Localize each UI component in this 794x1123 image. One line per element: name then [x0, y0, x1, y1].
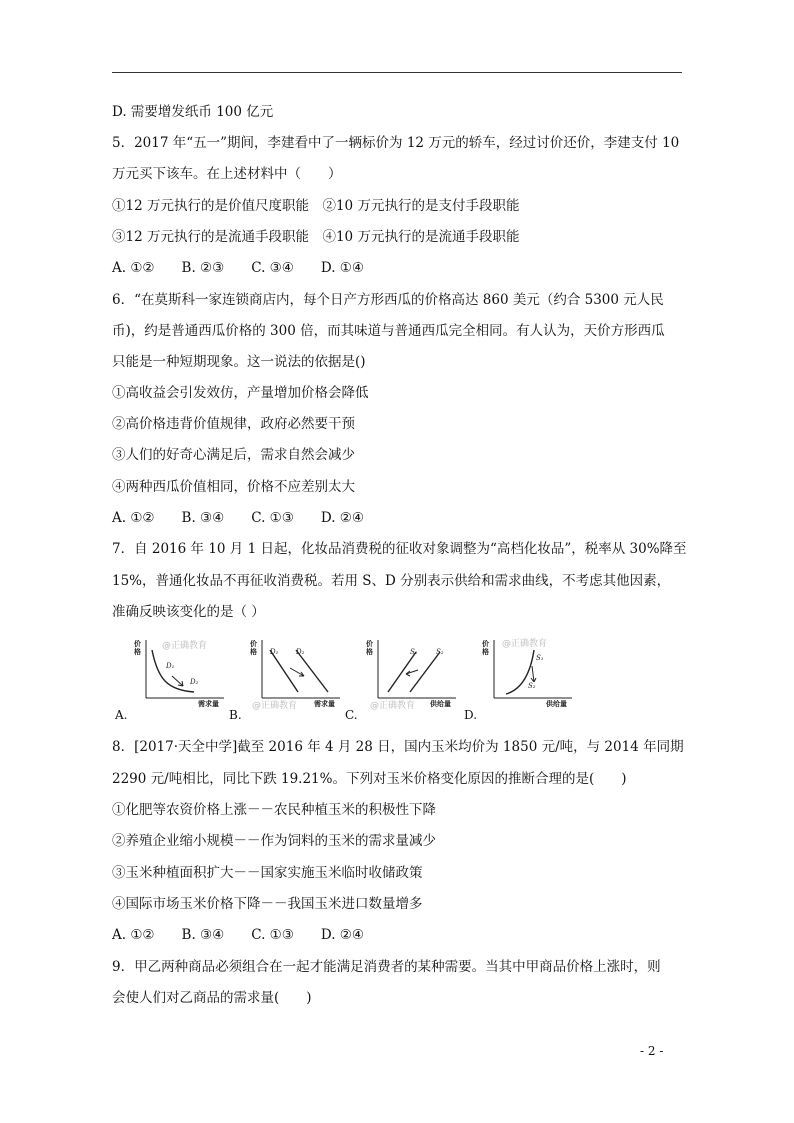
text-line: ①12 万元执行的是价值尺度职能 ②10 万元执行的是支付手段职能 — [112, 198, 520, 214]
text-line: ④两种西瓜价值相同，价格不应差别太大 — [112, 479, 355, 495]
watermark: @正确教育 — [502, 639, 548, 649]
y-axis-label: 价格 — [250, 640, 257, 656]
text-line: ②高价格违背价值规律，政府必然要干预 — [112, 416, 355, 432]
text-line: ③人们的好奇心满足后，需求自然会减少 — [112, 447, 355, 463]
text-line: 币)，约是普通西瓜价格的 300 倍，而其味道与普通西瓜完全相同。有人认为，天价方形西瓜 — [112, 323, 665, 339]
text-line: 只能是一种短期现象。这一说法的依据是() — [112, 354, 366, 370]
y-axis-label: 价格 — [482, 640, 489, 656]
curve-label: D₂ — [190, 678, 199, 686]
text-line: 5．2017 年“五一”期间，李建看中了一辆标价为 12 万元的轿车，经过讨价还价，李建支付 10 — [112, 135, 680, 151]
text-line: D. 需要增发纸币 100 亿元 — [112, 104, 274, 120]
text-line: 会使人们对乙商品的需求量( ) — [112, 990, 312, 1006]
graph-option-label: A. — [115, 708, 128, 722]
text-line: A. ①② B. ②③ C. ③④ D. ①④ — [112, 260, 365, 276]
text-line: 2290 元/吨相比，同比下跌 19.21%。下列对玉米价格变化原因的推断合理的是( ) — [112, 771, 627, 787]
graph-a — [128, 636, 228, 708]
graph-option-label: D. — [464, 708, 478, 722]
text-line: ③12 万元执行的是流通手段职能 ④10 万元执行的是流通手段职能 — [112, 229, 520, 245]
graph-c — [360, 636, 460, 711]
watermark: @正确教育 — [370, 701, 416, 711]
text-line: 7．自 2016 年 10 月 1 日起，化妆品消费税的征收对象调整为“高档化妆品”，税率从 30%降至 — [112, 541, 687, 557]
curve-label: S₂ — [436, 648, 444, 656]
text-line: ③玉米种植面积扩大－－国家实施玉米临时收储政策 — [112, 865, 423, 881]
x-axis-label: 需求量 — [198, 700, 219, 708]
y-axis-label: 价格 — [134, 640, 141, 656]
graph-d — [476, 636, 576, 708]
text-line: A. ①② B. ③④ C. ①③ D. ②④ — [112, 927, 365, 943]
watermark: @正确教育 — [252, 701, 298, 711]
x-axis-label: 供给量 — [546, 700, 567, 708]
text-line: ①化肥等农资价格上涨－－农民种植玉米的积极性下降 — [112, 802, 436, 818]
text-line: ④国际市场玉米价格下降－－我国玉米进口数量增多 — [112, 896, 423, 912]
curve-label: S₁ — [536, 654, 544, 662]
curve-label: D₁ — [166, 662, 175, 670]
text-line: 9．甲乙两种商品必须组合在一起才能满足消费者的某种需要。当其中甲商品价格上涨时，则 — [112, 959, 661, 975]
curve-label: D₁ — [270, 648, 279, 656]
graph-option-label: B. — [229, 708, 242, 722]
text-line: A. ①② B. ③④ C. ①③ D. ②④ — [112, 510, 365, 526]
text-line: 6．“在莫斯科一家连锁商店内，每个日产方形西瓜的价格高达 860 美元（约合 5300 元人民 — [112, 292, 664, 308]
page-number: - 2 - — [640, 1044, 664, 1058]
text-line: 万元买下该车。在上述材料中（ ） — [112, 166, 342, 182]
curve-label: S₁ — [410, 648, 418, 656]
watermark: @正确教育 — [162, 641, 208, 651]
curve-label: S₂ — [528, 682, 536, 690]
curve-label: D₂ — [296, 648, 305, 656]
text-line: 准确反映该变化的是（ ） — [112, 604, 265, 620]
text-line: 8．[2017·天全中学]截至 2016 年 4 月 28 日，国内玉米均价为 1850 元/吨，与 2014 年同期 — [112, 739, 684, 755]
text-line: 15%，普通化妆品不再征收消费税。若用 S、D 分别表示供给和需求曲线，不考虑其他因素， — [112, 573, 671, 589]
header-rule — [112, 72, 682, 73]
x-axis-label: 供给量 — [430, 700, 451, 708]
text-line: ①高收益会引发效仿，产量增加价格会降低 — [112, 385, 369, 401]
y-axis-label: 价格 — [366, 640, 373, 656]
x-axis-label: 需求量 — [314, 700, 335, 708]
graph-b — [244, 636, 344, 711]
text-line: ②养殖企业缩小规模－－作为饲料的玉米的需求量减少 — [112, 833, 436, 849]
graph-option-label: C. — [345, 708, 358, 722]
